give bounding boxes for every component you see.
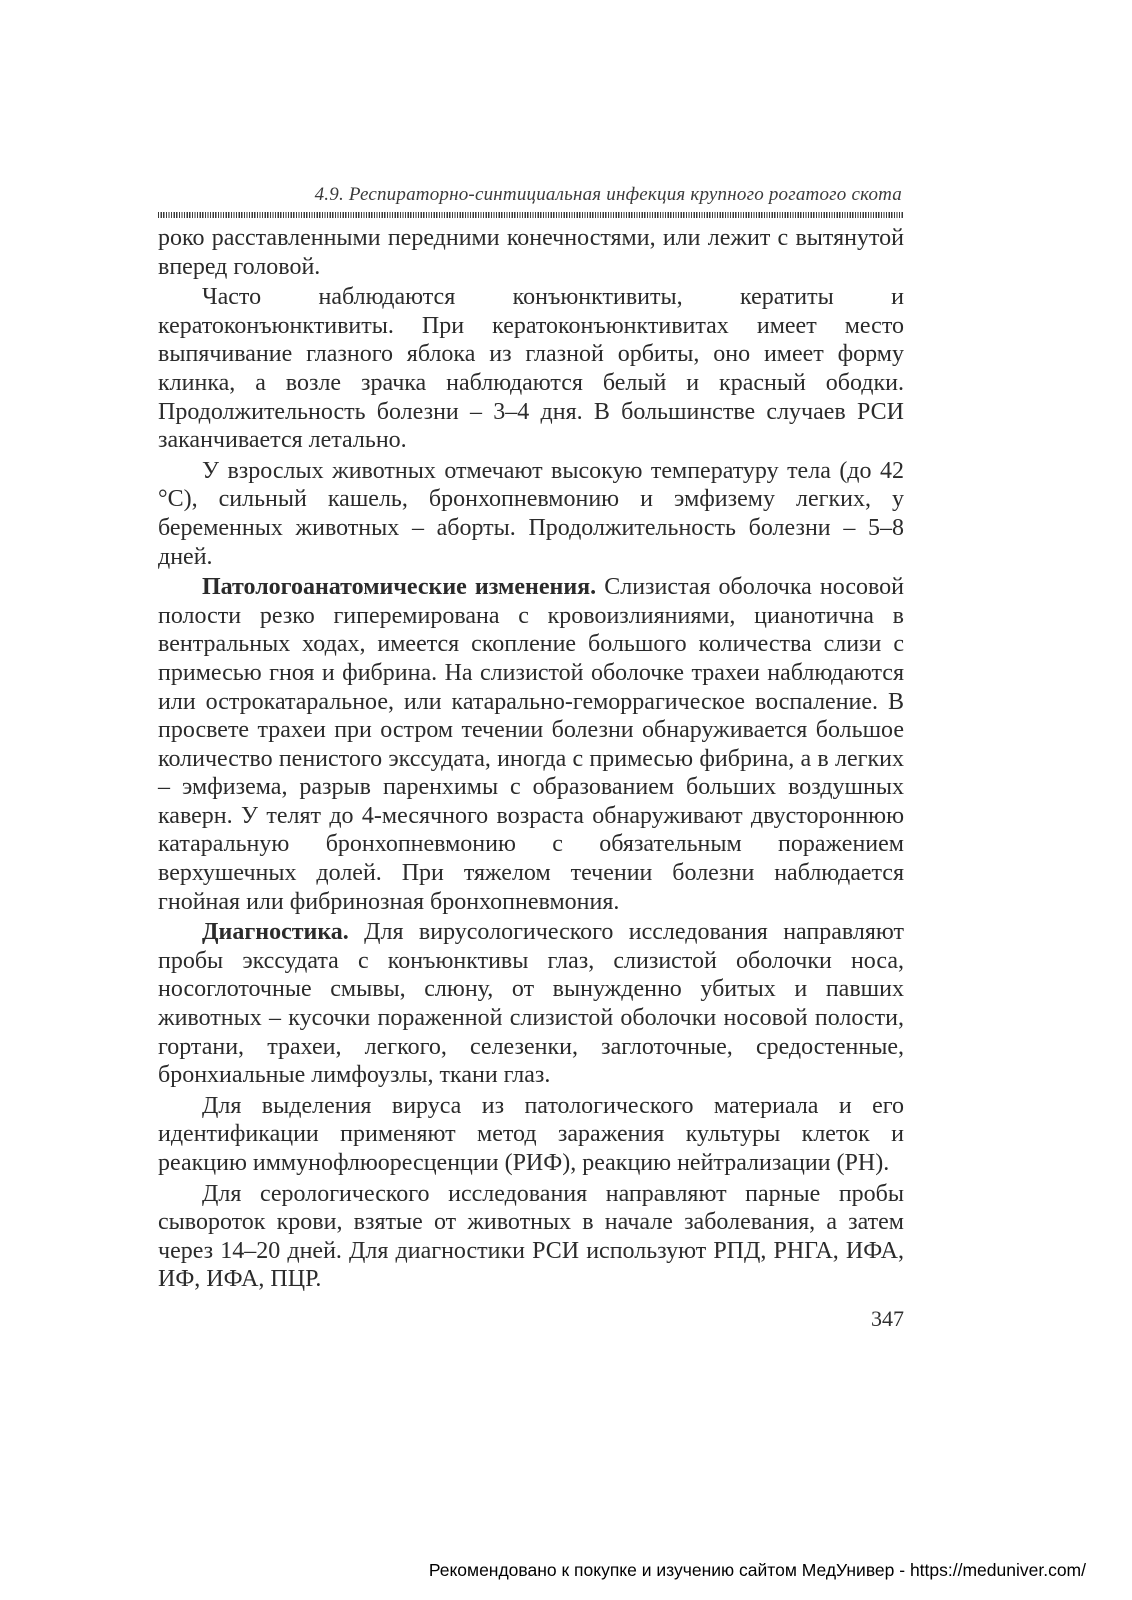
paragraph-text: Для выделения вируса из патологического материала и его идентификации применяют метод заражения культуры клеток и реакцию иммунофлюоресценции (РИФ), реакцию нейтрализации (РН). [158, 1092, 904, 1176]
paragraph [158, 457, 904, 571]
paragraph [158, 283, 904, 455]
page-number: 347 [871, 1305, 904, 1331]
paragraph-text: Часто наблюдаются конъюнктивиты, кератиты и кератоконъюнктивиты. При кератоконъюнктивитах имеет место выпячивание глазного яблока из глазной орбиты, оно имеет форму клинка, а возле зрачка наблюдаются белый и красный ободки. Продолжительность болезни – 3–4 дня. В большинстве случаев РСИ заканчивается летально. [158, 284, 904, 454]
body-text [158, 224, 904, 1294]
paragraph-text: Слизистая оболочка носовой полости резко гиперемирована с кровоизлияниями, цианотична в вентральных ходах, имеется скопление большого количества слизи с примесью гноя и фибрина. На слизистой оболочке трахеи наблюдаются или острокатаральное, или катарально-геморрагическое воспаление. В просвете трахеи при остром течении болезни обнаруживается большое количество пенистого экссудата, иногда с примесью фибрина, а в легких – эмфизема, разрыв паренхимы с образованием больших воздушных каверн. У телят до 4-месячного возраста обнаруживают двустороннюю катаральную бронхопневмонию с обязательным поражением верхушечных долей. При тяжелом течении болезни наблюдается гнойная или фибринозная бронхопневмония. [158, 574, 905, 915]
paragraph-pathology [158, 573, 904, 916]
paragraph-continuation [158, 224, 904, 281]
running-header: 4.9. Респираторно-синтициальная инфекция крупного рогатого скота [314, 184, 902, 205]
section-heading-diagnostics: Диагностика. [202, 919, 349, 946]
footer-recommendation: Рекомендовано к покупке и изучению сайтом МедУнивер - https://meduniver.com/ [428, 1560, 1086, 1580]
paragraph-text: роко расставленными передними конечностями, или лежит с вытянутой вперед головой. [158, 225, 904, 280]
section-heading-pathology: Патологоанатомические изменения. [202, 574, 597, 601]
paragraph-text: Для серологического исследования направляют парные пробы сывороток крови, взятые от животных в начале заболевания, а затем через 14–20 дней. Для диагностики РСИ используют РПД, РНГА, ИФА, ИФ, ИФА, ПЦР. [158, 1180, 904, 1293]
paragraph-diagnostics [158, 918, 904, 1090]
paragraph-text: Для вирусологического исследования направляют пробы экссудата с конъюнктивы глаз, слизистой оболочки носа, носоглоточные смывы, слюну, от вынужденно убитых и павших животных – кусочки пораженной слизистой оболочки носовой полости, гортани, трахеи, легкого, селезенки, заглоточные, средостенные, бронхиальные лимфоузлы, ткани глаз. [158, 919, 904, 1089]
header-divider [158, 212, 904, 218]
book-page [158, 182, 904, 1332]
paragraph [158, 1092, 904, 1178]
paragraph [158, 1180, 904, 1294]
paragraph-text: У взрослых животных отмечают высокую температуру тела (до 42 °С), сильный кашель, бронхопневмонию и эмфизему легких, у беременных животных – аборты. Продолжительность болезни – 5–8 дней. [158, 457, 904, 570]
